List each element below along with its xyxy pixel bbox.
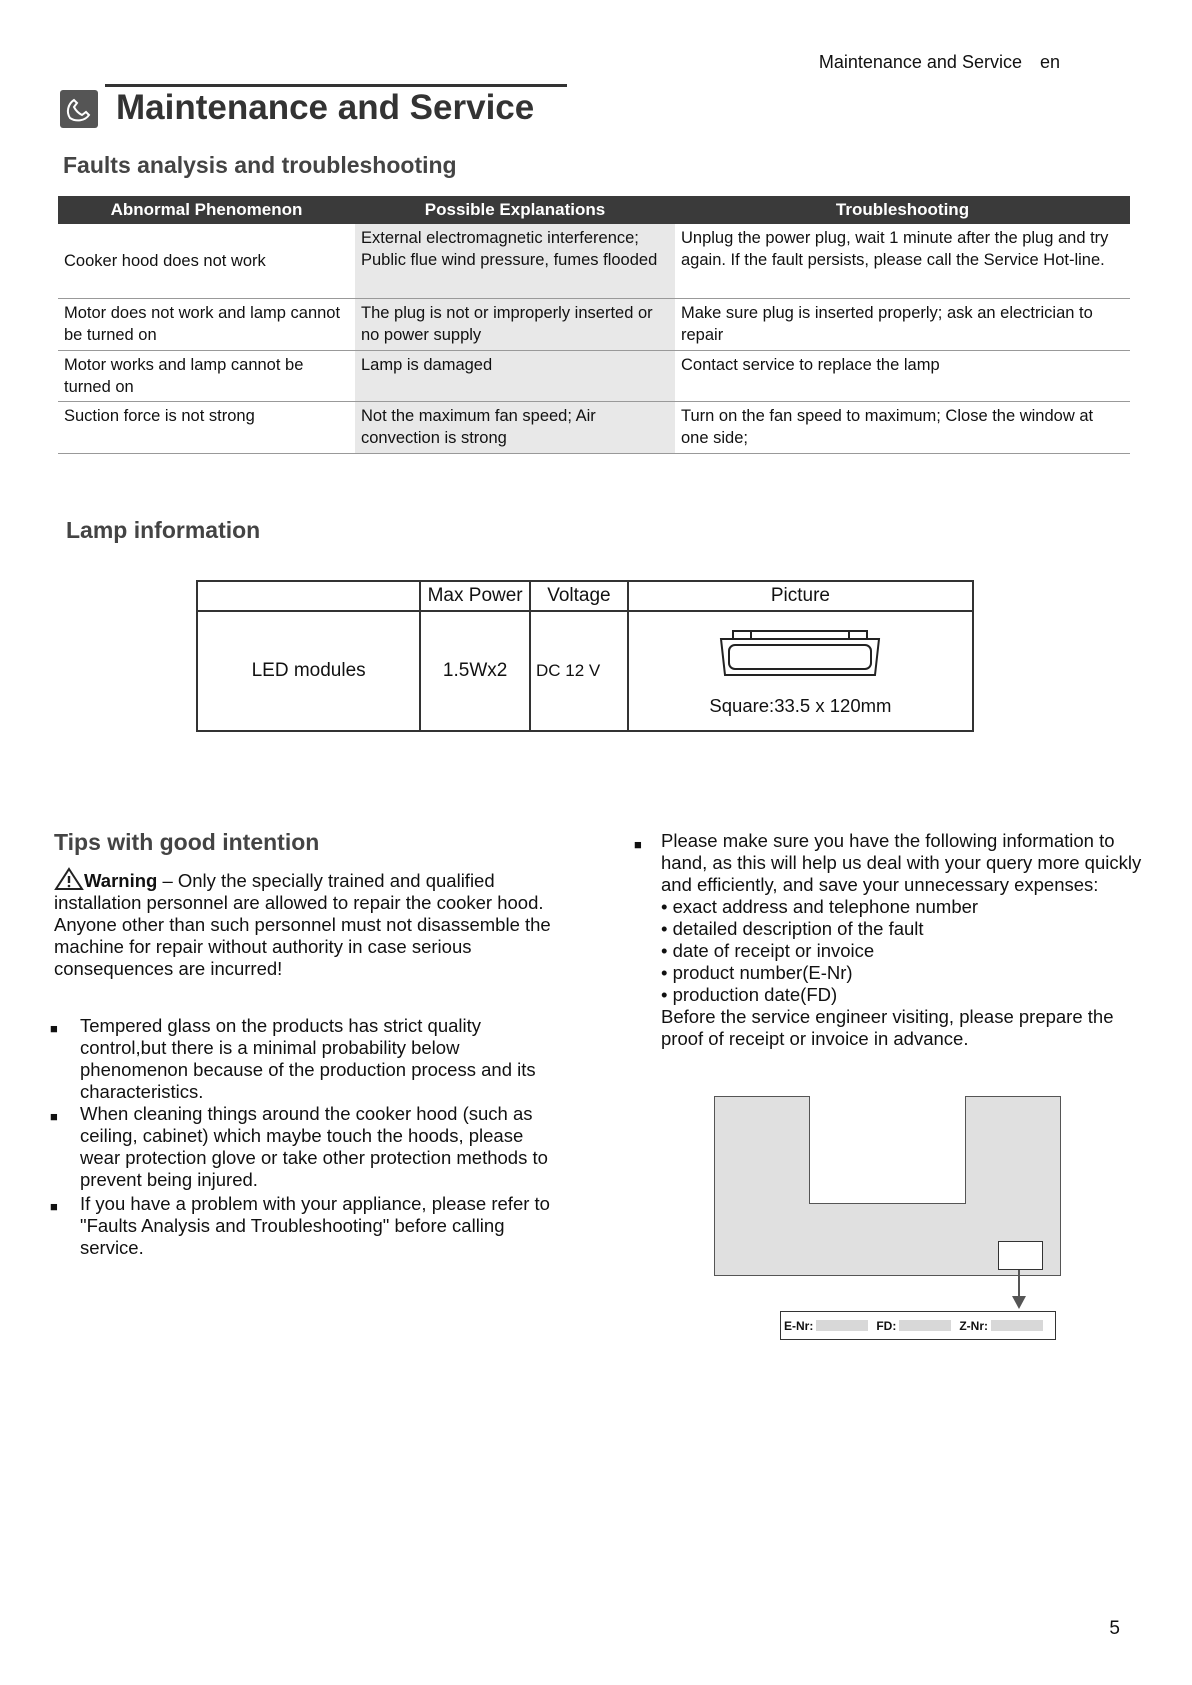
col-troubleshooting: Troubleshooting (675, 196, 1130, 224)
lamp-name: LED modules (197, 611, 420, 731)
faults-table (58, 196, 1130, 454)
info-item: • detailed description of the fault (661, 918, 924, 939)
col-phenomenon: Abnormal Phenomenon (58, 196, 355, 224)
info-outro: Before the service engineer visiting, please prepare the proof of receipt or invoice in advance. (661, 1006, 1114, 1049)
phenomenon-cell: Motor works and lamp cannot be turned on (58, 350, 355, 401)
info-item: • date of receipt or invoice (661, 940, 875, 961)
info-item: • exact address and telephone number (661, 896, 979, 917)
warning-label: Warning (84, 870, 158, 891)
znr-label: Z-Nr: (959, 1318, 989, 1333)
lamp-table (196, 580, 974, 732)
troubleshooting-cell: Unplug the power plug, wait 1 minute after the plug and try again. If the fault persists, please call the Service Hot-line. (675, 224, 1130, 298)
info-item: • product number(E-Nr) (661, 962, 853, 983)
rating-plate-location (998, 1241, 1043, 1270)
lamp-col-voltage: Voltage (530, 581, 628, 611)
arrow-down-icon (1012, 1296, 1026, 1309)
phone-icon (60, 90, 98, 128)
title-rule (105, 84, 567, 87)
phenomenon-cell: Motor does not work and lamp cannot be turned on (58, 298, 355, 350)
faults-heading: Faults analysis and troubleshooting (63, 152, 457, 178)
table-row (58, 298, 1130, 350)
lamp-power: 1.5Wx2 (420, 611, 530, 731)
header-lang: en (1039, 52, 1060, 72)
warning-icon (54, 867, 84, 891)
tip-bullet-2: When cleaning things around the cooker hood (such as ceiling, cabinet) which maybe touch the hoods, please wear protection glove or take other protection methods to prevent being injured. (80, 1103, 548, 1190)
table-row (58, 224, 1130, 298)
page-number: 5 (1109, 1618, 1120, 1639)
enr-label: E-Nr: (784, 1318, 814, 1333)
warning-text: – Only the specially trained and qualified installation personnel are allowed to repair the cooker hood. Anyone other than such personnel must not disassemble the machine for repair without authority in case serious consequences are incurred! (54, 870, 551, 979)
lamp-size: Square:33.5 x 120mm (709, 695, 892, 716)
lamp-picture-cell (628, 611, 973, 731)
explanation-cell: Lamp is damaged (355, 350, 675, 401)
lamp-voltage: DC 12 V (530, 611, 628, 731)
table-row (58, 350, 1130, 401)
explanation-cell: External electromagnetic interference; Public flue wind pressure, fumes flooded (355, 224, 675, 298)
fd-label: FD: (876, 1318, 897, 1333)
tips-heading: Tips with good intention (54, 829, 320, 855)
col-explanations: Possible Explanations (355, 196, 675, 224)
led-module-image (715, 625, 885, 681)
lamp-col-power: Max Power (420, 581, 530, 611)
explanation-cell: The plug is not or improperly inserted or no power supply (355, 298, 675, 350)
faults-header-row (58, 196, 1130, 224)
info-intro: Please make sure you have the following information to hand, as this will help us deal with your query more quickly and efficiently, and save your unnecessary expenses: (661, 830, 1142, 895)
lamp-col-blank (197, 581, 420, 611)
appliance-opening (809, 1096, 966, 1204)
page-title: Maintenance and Service (116, 88, 535, 127)
explanation-cell: Not the maximum fan speed; Air convection is strong (355, 401, 675, 453)
info-item: • production date(FD) (661, 984, 838, 1005)
tip-bullet-1: Tempered glass on the products has strict quality control,but there is a minimal probability below phenomenon because of the production process and its characteristics. (80, 1015, 536, 1102)
lamp-row (197, 611, 973, 731)
running-header (819, 52, 1060, 73)
lamp-heading: Lamp information (66, 517, 261, 543)
header-section: Maintenance and Service (818, 52, 1022, 72)
rating-plate-label (780, 1311, 1056, 1340)
troubleshooting-cell: Contact service to replace the lamp (675, 350, 1130, 401)
phenomenon-cell: Cooker hood does not work (58, 224, 355, 298)
warning-paragraph (54, 867, 554, 980)
info-list (661, 830, 1143, 1050)
arrow-line (1018, 1270, 1020, 1298)
lamp-header-row (197, 581, 973, 611)
troubleshooting-cell: Turn on the fan speed to maximum; Close the window at one side; (675, 401, 1130, 453)
table-row (58, 401, 1130, 453)
tip-bullet-3: If you have a problem with your appliance, please refer to "Faults Analysis and Troubleshooting" before calling service. (80, 1193, 550, 1258)
lamp-col-picture: Picture (628, 581, 973, 611)
troubleshooting-cell: Make sure plug is inserted properly; ask an electrician to repair (675, 298, 1130, 350)
phenomenon-cell: Suction force is not strong (58, 401, 355, 453)
